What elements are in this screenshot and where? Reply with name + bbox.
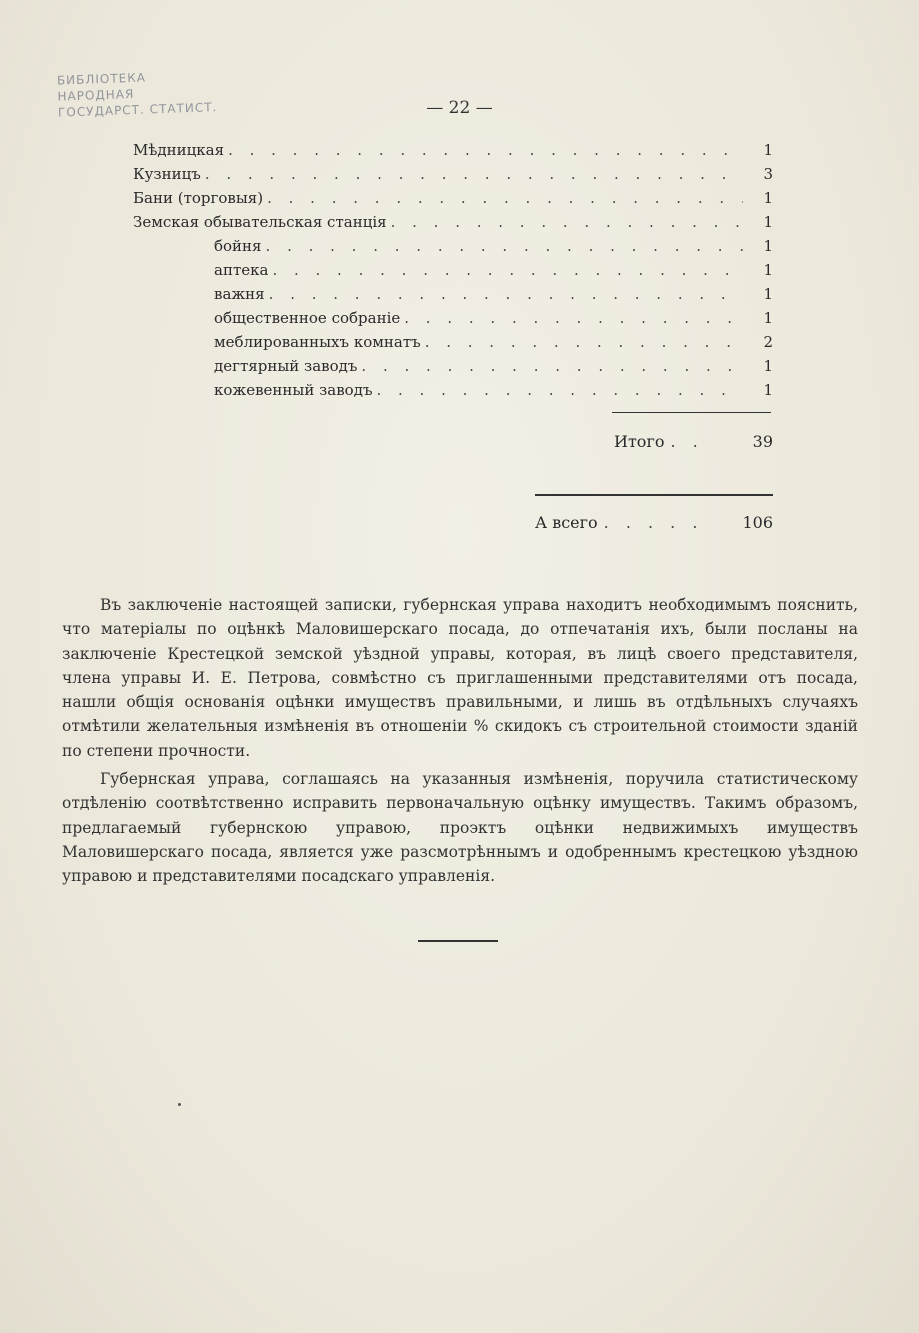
item-label: аптека	[214, 261, 269, 279]
closing-rule	[418, 940, 498, 942]
item-label: дегтярный заводъ	[214, 357, 358, 375]
item-label: Земская обывательская станція	[133, 213, 387, 231]
item-count: 1	[763, 189, 773, 207]
list-item	[133, 210, 773, 234]
item-count: 1	[763, 213, 773, 231]
list-item	[214, 306, 773, 330]
leader-dots	[228, 138, 743, 162]
item-count: 3	[763, 165, 773, 183]
list-item	[214, 354, 773, 378]
list-item	[214, 282, 773, 306]
stamp-line: БИБЛІОТЕКА	[56, 70, 147, 88]
grand-total-value: 106	[742, 513, 773, 532]
item-count: 1	[763, 285, 773, 303]
grand-total-label: А всего	[535, 513, 598, 532]
item-count: 2	[763, 333, 773, 351]
page-number: — 22 —	[426, 98, 493, 118]
leader-dots	[205, 162, 743, 186]
subtotal-value: 39	[752, 432, 773, 451]
stamp-line: НАРОДНАЯ	[57, 86, 135, 104]
item-label: общественное собраніе	[214, 309, 401, 327]
subtotal-rule	[612, 412, 771, 413]
leader-dots	[404, 306, 743, 330]
leader-dots: . .	[670, 432, 704, 451]
body-text	[62, 767, 858, 888]
item-label: меблированныхъ комнатъ	[214, 333, 421, 351]
item-label: Кузницъ	[133, 165, 201, 183]
subtotal-line	[614, 432, 773, 451]
list-item	[214, 258, 773, 282]
list-item	[214, 378, 773, 402]
list-item	[214, 234, 773, 258]
item-count: 1	[763, 381, 773, 399]
leader-dots	[376, 378, 743, 402]
leader-dots	[266, 234, 743, 258]
leader-dots	[272, 258, 743, 282]
item-count: 1	[763, 141, 773, 159]
leader-dots: . . . . .	[603, 513, 704, 532]
leader-dots	[267, 186, 743, 210]
leader-dots	[361, 354, 743, 378]
stamp-line: ГОСУДАРСТ. СТАТИСТ.	[57, 100, 218, 120]
item-label: кожевенный заводъ	[214, 381, 373, 399]
paragraph: Губернская управа, соглашаясь на указанныя измѣненія, поручила статистическому отдѣленію соотвѣтственно исправить первоначальную оцѣнку имуществъ. Такимъ образомъ, предлагаемый губернскою управою, проэктъ оцѣнки недвижимыхъ имуществъ Маловишерскаго посада, является уже разсмотрѣннымъ и одобреннымъ крестецкою уѣздною управою и представителями посадскаго управленія.	[62, 770, 858, 886]
item-label: Мѣдницкая	[133, 141, 225, 159]
item-count: 1	[763, 309, 773, 327]
item-label: важня	[214, 285, 265, 303]
leader-dots	[269, 282, 743, 306]
body-text	[62, 593, 858, 763]
list-item	[133, 162, 773, 186]
list-item	[214, 330, 773, 354]
item-count: 1	[763, 357, 773, 375]
item-count: 1	[763, 261, 773, 279]
item-label: бойня	[214, 237, 262, 255]
leader-dots	[391, 210, 743, 234]
item-label: Бани (торговыя)	[133, 189, 264, 207]
subtotal-label: Итого	[614, 432, 665, 451]
list-item	[133, 138, 773, 162]
ink-speck	[178, 1103, 181, 1106]
grand-total-line	[535, 513, 773, 532]
paragraph: Въ заключеніе настоящей записки, губернская управа находитъ необходимымъ пояснить, что матеріалы по оцѣнкѣ Маловишерскаго посада, до отпечатанія ихъ, были посланы на заключеніе Крестецкой земской уѣздной управы, которая, въ лицѣ своего представителя, члена управы И. Е. Петрова, совмѣстно съ приглашенными представителями отъ посада, нашли общія основанія оцѣнки имуществъ правильными, и лишь въ отдѣльныхъ случаяхъ отмѣтили желательныя измѣненія въ отношеніи % скидокъ съ строительной стоимости зданій по степени прочности.	[62, 596, 858, 760]
item-count: 1	[763, 237, 773, 255]
leader-dots	[425, 330, 743, 354]
list-item	[133, 186, 773, 210]
total-rule	[535, 494, 773, 496]
